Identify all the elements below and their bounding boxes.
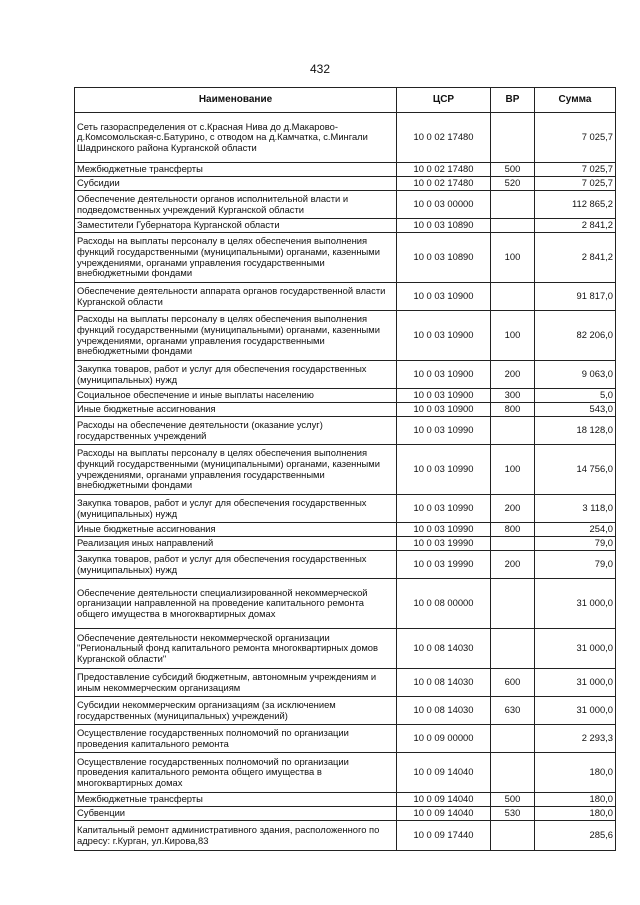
- header-sum: Сумма: [535, 88, 616, 113]
- row-vr-cell: [491, 753, 535, 793]
- row-sum-cell: 180,0: [535, 807, 616, 821]
- row-vr-cell: [491, 283, 535, 311]
- row-name-cell: Иные бюджетные ассигнования: [75, 523, 397, 537]
- table-row: [75, 753, 616, 793]
- row-name-cell: Обеспечение деятельности органов исполнительной власти и подведомственных учреждений Курганской области: [75, 191, 397, 219]
- table-row: [75, 523, 616, 537]
- row-vr-cell: [491, 821, 535, 851]
- row-csr-cell: 10 0 03 10990: [397, 445, 491, 495]
- row-sum-cell: 31 000,0: [535, 669, 616, 697]
- row-vr-cell: 300: [491, 389, 535, 403]
- row-sum-cell: 254,0: [535, 523, 616, 537]
- row-name-cell: Расходы на обеспечение деятельности (оказание услуг) государственных учреждений: [75, 417, 397, 445]
- row-vr-cell: [491, 191, 535, 219]
- page-number: 432: [309, 62, 331, 76]
- table-row: [75, 361, 616, 389]
- row-csr-cell: 10 0 03 10900: [397, 403, 491, 417]
- table-row: [75, 177, 616, 191]
- row-csr-cell: 10 0 02 17480: [397, 177, 491, 191]
- header-name: Наименование: [75, 88, 397, 113]
- row-sum-cell: 2 841,2: [535, 233, 616, 283]
- table-row: [75, 807, 616, 821]
- table-row: [75, 537, 616, 551]
- row-sum-cell: 2 293,3: [535, 725, 616, 753]
- row-name-cell: Сеть газораспределения от с.Красная Нива до д.Макарово-д.Комсомольская-с.Батурино, с отводом на д.Камчатка, с.Мингали Шадринского района Курганской области: [75, 113, 397, 163]
- row-sum-cell: 7 025,7: [535, 163, 616, 177]
- table-header-row: [75, 88, 616, 113]
- row-vr-cell: 630: [491, 697, 535, 725]
- row-sum-cell: 31 000,0: [535, 697, 616, 725]
- table-row: [75, 669, 616, 697]
- row-vr-cell: 100: [491, 233, 535, 283]
- row-sum-cell: 31 000,0: [535, 579, 616, 629]
- row-csr-cell: 10 0 08 14030: [397, 669, 491, 697]
- row-csr-cell: 10 0 03 19990: [397, 551, 491, 579]
- row-csr-cell: 10 0 09 17440: [397, 821, 491, 851]
- row-name-cell: Закупка товаров, работ и услуг для обеспечения государственных (муниципальных) нужд: [75, 495, 397, 523]
- row-vr-cell: 200: [491, 361, 535, 389]
- table-row: [75, 311, 616, 361]
- row-csr-cell: 10 0 03 10900: [397, 389, 491, 403]
- row-name-cell: Субсидии: [75, 177, 397, 191]
- row-name-cell: Социальное обеспечение и иные выплаты населению: [75, 389, 397, 403]
- row-sum-cell: 82 206,0: [535, 311, 616, 361]
- row-csr-cell: 10 0 03 10900: [397, 311, 491, 361]
- table-row: [75, 445, 616, 495]
- row-csr-cell: 10 0 09 14040: [397, 793, 491, 807]
- table-row: [75, 551, 616, 579]
- row-name-cell: Обеспечение деятельности некоммерческой организации "Региональный фонд капитального ремонта многоквартирных домов Курганской области": [75, 629, 397, 669]
- row-sum-cell: 9 063,0: [535, 361, 616, 389]
- row-sum-cell: 285,6: [535, 821, 616, 851]
- row-vr-cell: 200: [491, 551, 535, 579]
- table-row: [75, 417, 616, 445]
- row-vr-cell: 100: [491, 311, 535, 361]
- row-csr-cell: 10 0 03 10900: [397, 283, 491, 311]
- row-csr-cell: 10 0 02 17480: [397, 113, 491, 163]
- row-sum-cell: 79,0: [535, 551, 616, 579]
- row-sum-cell: 18 128,0: [535, 417, 616, 445]
- row-sum-cell: 543,0: [535, 403, 616, 417]
- budget-table: [74, 87, 616, 851]
- row-csr-cell: 10 0 08 00000: [397, 579, 491, 629]
- row-csr-cell: 10 0 03 10990: [397, 417, 491, 445]
- row-vr-cell: [491, 537, 535, 551]
- row-name-cell: Расходы на выплаты персоналу в целях обеспечения выполнения функций государственными (муниципальными) органами, казенными учреждениями, органами управления государственными внебюджетными фондами: [75, 233, 397, 283]
- row-name-cell: Обеспечение деятельности специализированной некоммерческой организации направленной на проведение капитального ремонта общего имущества в многоквартирных домах: [75, 579, 397, 629]
- table-row: [75, 163, 616, 177]
- row-vr-cell: 800: [491, 403, 535, 417]
- row-name-cell: Субвенции: [75, 807, 397, 821]
- row-name-cell: Закупка товаров, работ и услуг для обеспечения государственных (муниципальных) нужд: [75, 361, 397, 389]
- table-body: [75, 113, 616, 851]
- table-row: [75, 697, 616, 725]
- row-vr-cell: 100: [491, 445, 535, 495]
- row-vr-cell: 500: [491, 163, 535, 177]
- row-name-cell: Межбюджетные трансферты: [75, 163, 397, 177]
- table-row: [75, 629, 616, 669]
- table-row: [75, 821, 616, 851]
- table-row: [75, 579, 616, 629]
- row-name-cell: Расходы на выплаты персоналу в целях обеспечения выполнения функций государственными (муниципальными) органами, казенными учреждениями, органами управления государственными внебюджетными фондами: [75, 445, 397, 495]
- row-sum-cell: 91 817,0: [535, 283, 616, 311]
- header-csr: ЦСР: [397, 88, 491, 113]
- row-vr-cell: [491, 629, 535, 669]
- table-row: [75, 403, 616, 417]
- row-vr-cell: 530: [491, 807, 535, 821]
- row-name-cell: Расходы на выплаты персоналу в целях обеспечения выполнения функций государственными (муниципальными) органами, казенными учреждениями, органами управления государственными внебюджетными фондами: [75, 311, 397, 361]
- row-vr-cell: [491, 725, 535, 753]
- row-csr-cell: 10 0 09 14040: [397, 753, 491, 793]
- row-sum-cell: 31 000,0: [535, 629, 616, 669]
- row-vr-cell: 520: [491, 177, 535, 191]
- table-row: [75, 113, 616, 163]
- row-csr-cell: 10 0 08 14030: [397, 697, 491, 725]
- row-name-cell: Заместители Губернатора Курганской области: [75, 219, 397, 233]
- row-vr-cell: [491, 579, 535, 629]
- row-name-cell: Осуществление государственных полномочий по организации проведения капитального ремонта общего имущества в многоквартирных домах: [75, 753, 397, 793]
- table-row: [75, 725, 616, 753]
- row-vr-cell: [491, 417, 535, 445]
- row-csr-cell: 10 0 03 10900: [397, 361, 491, 389]
- row-vr-cell: 200: [491, 495, 535, 523]
- row-sum-cell: 14 756,0: [535, 445, 616, 495]
- row-sum-cell: 79,0: [535, 537, 616, 551]
- table-row: [75, 191, 616, 219]
- row-name-cell: Иные бюджетные ассигнования: [75, 403, 397, 417]
- row-sum-cell: 180,0: [535, 793, 616, 807]
- table-row: [75, 389, 616, 403]
- row-csr-cell: 10 0 03 10890: [397, 219, 491, 233]
- row-csr-cell: 10 0 09 00000: [397, 725, 491, 753]
- row-vr-cell: 800: [491, 523, 535, 537]
- row-name-cell: Осуществление государственных полномочий по организации проведения капитального ремонта: [75, 725, 397, 753]
- row-name-cell: Закупка товаров, работ и услуг для обеспечения государственных (муниципальных) нужд: [75, 551, 397, 579]
- row-csr-cell: 10 0 02 17480: [397, 163, 491, 177]
- row-csr-cell: 10 0 03 10890: [397, 233, 491, 283]
- row-name-cell: Обеспечение деятельности аппарата органов государственной власти Курганской области: [75, 283, 397, 311]
- row-sum-cell: 5,0: [535, 389, 616, 403]
- row-vr-cell: 600: [491, 669, 535, 697]
- row-sum-cell: 7 025,7: [535, 113, 616, 163]
- row-sum-cell: 180,0: [535, 753, 616, 793]
- table-row: [75, 793, 616, 807]
- table-row: [75, 283, 616, 311]
- row-vr-cell: [491, 219, 535, 233]
- row-name-cell: Межбюджетные трансферты: [75, 793, 397, 807]
- row-csr-cell: 10 0 03 00000: [397, 191, 491, 219]
- row-sum-cell: 112 865,2: [535, 191, 616, 219]
- table-row: [75, 233, 616, 283]
- row-sum-cell: 2 841,2: [535, 219, 616, 233]
- row-csr-cell: 10 0 03 19990: [397, 537, 491, 551]
- row-vr-cell: [491, 113, 535, 163]
- row-sum-cell: 7 025,7: [535, 177, 616, 191]
- row-csr-cell: 10 0 08 14030: [397, 629, 491, 669]
- table-row: [75, 219, 616, 233]
- row-name-cell: Предоставление субсидий бюджетным, автономным учреждениям и иным некоммерческим организациям: [75, 669, 397, 697]
- row-csr-cell: 10 0 09 14040: [397, 807, 491, 821]
- row-csr-cell: 10 0 03 10990: [397, 495, 491, 523]
- header-vr: ВР: [491, 88, 535, 113]
- row-sum-cell: 3 118,0: [535, 495, 616, 523]
- row-name-cell: Субсидии некоммерческим организациям (за исключением государственных (муниципальных) учреждений): [75, 697, 397, 725]
- table-row: [75, 495, 616, 523]
- row-csr-cell: 10 0 03 10990: [397, 523, 491, 537]
- row-name-cell: Капитальный ремонт административного здания, расположенного по адресу: г.Курган, ул.Кирова,83: [75, 821, 397, 851]
- row-vr-cell: 500: [491, 793, 535, 807]
- row-name-cell: Реализация иных направлений: [75, 537, 397, 551]
